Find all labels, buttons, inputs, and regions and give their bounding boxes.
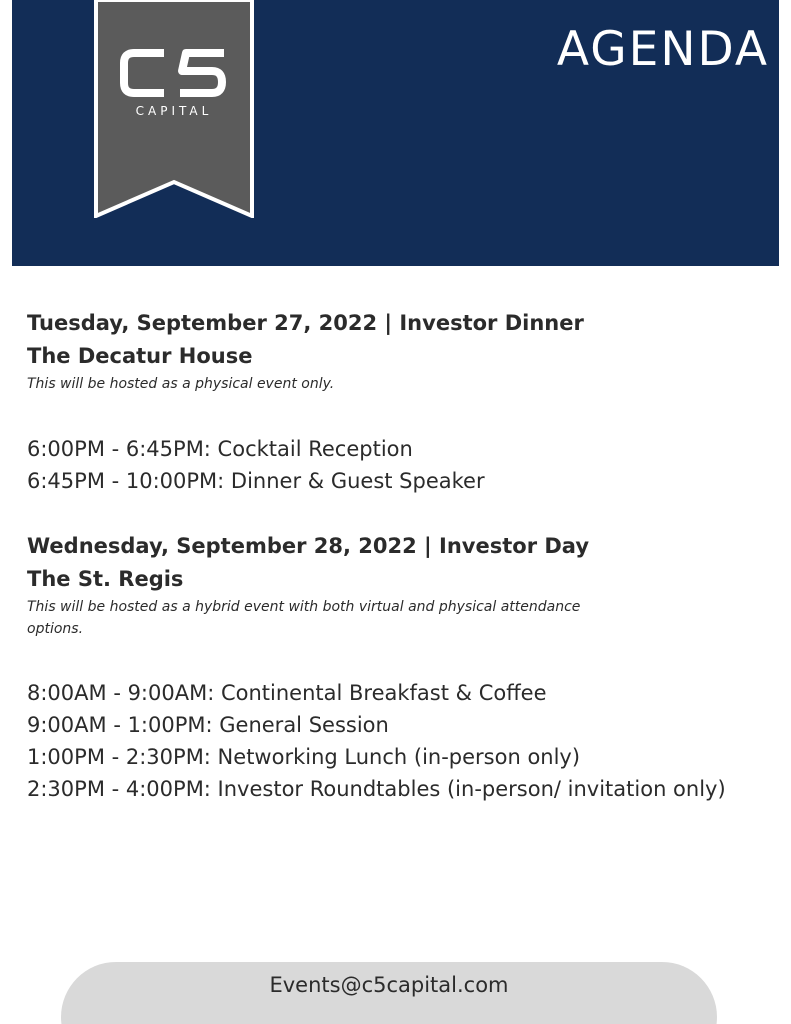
schedule-item: 1:00PM - 2:30PM: Networking Lunch (in-person only) (27, 745, 581, 769)
event-note: This will be hosted as a hybrid event with both virtual and physical attendance options. (27, 599, 581, 637)
event-heading: Tuesday, September 27, 2022 | Investor Dinner (27, 311, 584, 335)
schedule-item: 6:00PM - 6:45PM: Cocktail Reception (27, 437, 413, 461)
event-section-dinner (27, 307, 767, 497)
schedule-item: 6:45PM - 10:00PM: Dinner & Guest Speaker (27, 469, 485, 493)
schedule-item: 8:00AM - 9:00AM: Continental Breakfast & Coffee (27, 681, 547, 705)
page-title: AGENDA (556, 22, 769, 77)
schedule-item: 2:30PM - 4:00PM: Investor Roundtables (in-person/ invitation only) (27, 777, 726, 801)
agenda-content (27, 307, 767, 805)
contact-email-link[interactable]: Events@c5capital.com (269, 973, 509, 997)
event-section-investor-day (27, 530, 767, 805)
event-note: This will be hosted as a physical event only. (27, 376, 335, 392)
schedule-list (27, 433, 767, 497)
schedule-list (27, 677, 767, 805)
event-heading: Wednesday, September 28, 2022 | Investor Day (27, 534, 590, 558)
schedule-item: 9:00AM - 1:00PM: General Session (27, 713, 389, 737)
event-venue: The Decatur House (27, 344, 253, 368)
logo-wordmark: CAPITAL (135, 104, 213, 118)
c5-logo-icon (120, 49, 228, 97)
event-venue: The St. Regis (27, 567, 184, 591)
